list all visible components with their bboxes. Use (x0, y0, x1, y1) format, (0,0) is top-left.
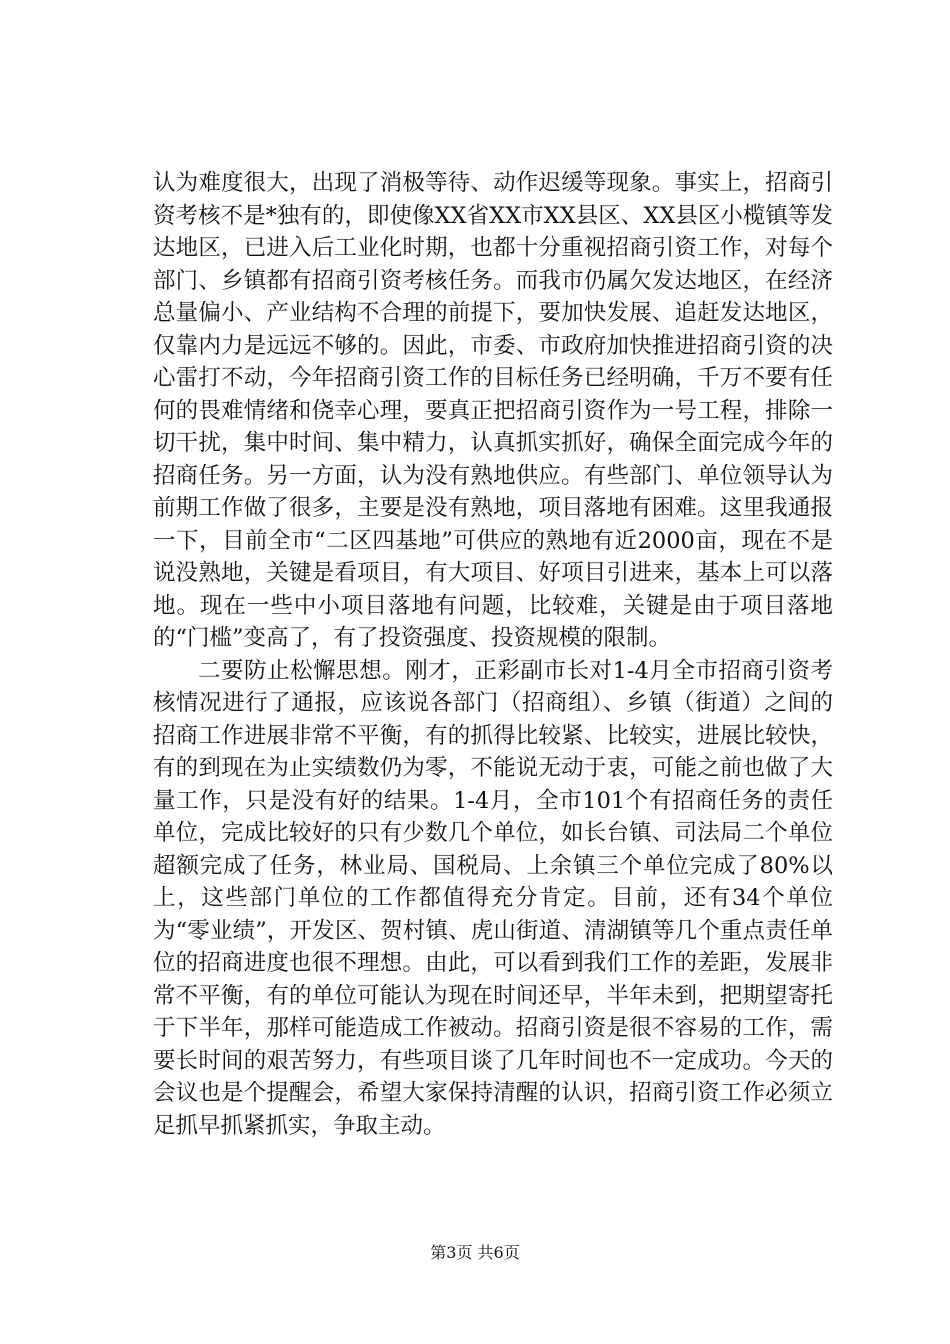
page-footer: 第3页 共6页 (430, 1243, 520, 1262)
paragraph-continuation: 认为难度很大，出现了消极等待、动作迟缓等现象。事实上，招商引资考核不是*独有的，即使像XX省XX市XX县区、XX县区小榄镇等发达地区，已进入后工业化时期，也都十分重视招商引资工作，对每个部门、乡镇都有招商引资考核任务。而我市仍属欠发达地区，在经济总量偏小、产业结构不合理的前提下，要加快发展、追赶发达地区，仅靠内力是远远不够的。因此，市委、市政府加快推进招商引资的决心雷打不动，今年招商引资工作的目标任务已经明确，千万不要有任何的畏难情绪和侥幸心理，要真正把招商引资作为一号工程，排除一切干扰，集中时间、集中精力，认真抓实抓好，确保全面完成今年的招商任务。另一方面，认为没有熟地供应。有些部门、单位领导认为前期工作做了很多，主要是没有熟地，项目落地有困难。这里我通报一下，目前全市“二区四基地”可供应的熟地有近2000亩，现在不是说没熟地，关键是看项目，有大项目、好项目引进来，基本上可以落地。现在一些中小项目落地有问题，比较难，关键是由于项目落地的“门槛”变高了，有了投资强度、投资规模的限制。 (153, 170, 833, 651)
paragraph-second-point: 二要防止松懈思想。刚才，正彩副市长对1-4月全市招商引资考核情况进行了通报，应该说各部门（招商组）、乡镇（街道）之间的招商工作进展非常不平衡，有的抓得比较紧、比较实，进展比较快，有的到现在为止实绩数仍为零，不能说无动于衷，可能之前也做了大量工作，只是没有好的结果。1-4月，全市101个有招商任务的责任单位，完成比较好的只有少数几个单位，如长台镇、司法局二个单位超额完成了任务，林业局、国税局、上余镇三个单位完成了80%以上，这些部门单位的工作都值得充分肯定。目前，还有34个单位为“零业绩”，开发区、贺村镇、虎山街道、清湖镇等几个重点责任单位的招商进度也很不理想。由此，可以看到我们工作的差距，发展非常不平衡，有的单位可能认为现在时间还早，半年未到，把期望寄托于下半年，那样可能造成工作被动。招商引资是很不容易的工作，需要长时间的艰苦努力，有些项目谈了几年时间也不一定成功。今天的会议也是个提醒会，希望大家保持清醒的认识，招商引资工作必须立足抓早抓紧抓实，争取主动。 (153, 657, 833, 1139)
document-body (153, 167, 833, 1142)
